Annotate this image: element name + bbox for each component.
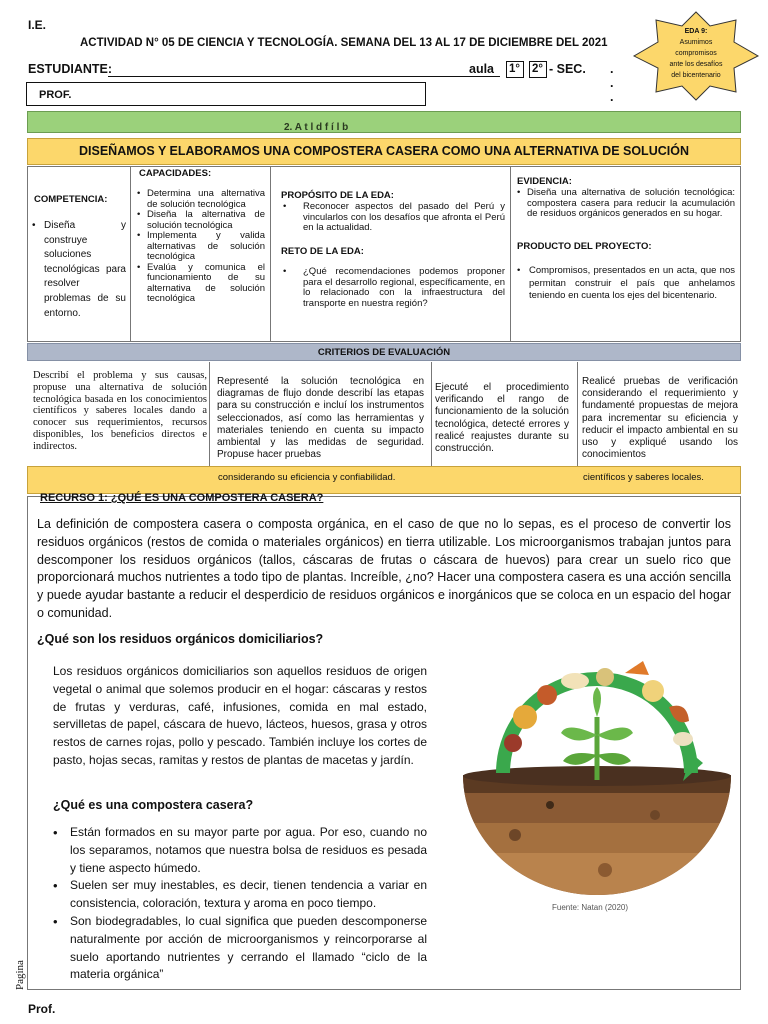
- capacidad-item: • Determina una alternativa de solución tecnológica: [137, 189, 265, 210]
- capacidad-item: • Implementa y valida alternativas de solución tecnológica: [137, 231, 265, 263]
- prof-label: PROF.: [39, 89, 72, 101]
- activity-title: ACTIVIDAD N° 05 DE CIENCIA Y TECNOLOGÍA. SEMANA DEL 13 AL 17 DE DICIEMBRE DEL 2021: [80, 37, 608, 49]
- evidencia-header: EVIDENCIA:: [517, 176, 572, 187]
- page-label: Pagina: [14, 960, 26, 990]
- green-band-text: 2. A t l d f í l b: [284, 122, 349, 133]
- criteria-header: CRITERIOS DE EVALUACIÓN: [27, 343, 741, 361]
- main-title: DISEÑAMOS Y ELABORAMOS UNA COMPOSTERA CASERA COMO UNA ALTERNATIVA DE SOLUCIÓN: [27, 138, 741, 165]
- competencia-header: COMPETENCIA:: [34, 194, 108, 205]
- resource-title: RECURSO 1: ¿QUÉ ES UNA COMPOSTERA CASERA?: [40, 492, 324, 504]
- proposito-header: PROPÓSITO DE LA EDA:: [281, 190, 394, 201]
- competencia-item: • Diseña y construye soluciones tecnológicas para resolver problemas de su entorno.: [32, 219, 126, 321]
- question-2: ¿Qué es una compostera casera?: [53, 798, 254, 812]
- criteria-footer-right: científicos y saberes locales.: [583, 472, 704, 483]
- criterion-2: Representé la solución tecnológica en diagramas de flujo donde describí las etapas para su construcción e incluí los instrumentos seleccionados, así como las herramientas y materiales teniendo en cuenta su impacto ambiental y las medidas de seguridad. Propuse hacer pruebas: [217, 376, 424, 461]
- criterion-1: Describí el problema y sus causas, propuse una alternativa de solución tecnológica basada en los conocimientos científicos y saberes locales dando a conocer sus requerimientos, recursos disponibles, los beneficios directos e indirectos.: [33, 370, 207, 452]
- proposito-item: • Reconocer aspectos del pasado del Perú y vincularlos con los desafíos que afronta el Perú en la actualidad.: [283, 202, 505, 234]
- reto-item: • ¿Qué recomendaciones podemos proponer para el desarrollo regional, específicamente, en lo relacionado con la infraestructura del transporte en nuestra región?: [283, 267, 505, 309]
- grade-2-box[interactable]: 2°: [529, 61, 547, 78]
- image-caption: Fuente: Natan (2020): [552, 903, 629, 912]
- capacidades-cell: [131, 167, 271, 341]
- criteria-footer-left: considerando su eficiencia y confiabilidad.: [218, 472, 396, 483]
- reto-header: RETO DE LA EDA:: [281, 246, 364, 257]
- prof-field[interactable]: [26, 82, 426, 106]
- student-label: ESTUDIANTE:: [28, 62, 113, 76]
- aula-label: aula: [469, 62, 495, 76]
- proposito-cell: [271, 167, 511, 341]
- competencia-cell: [28, 167, 131, 341]
- capacidad-item: • Diseña la alternativa de solución tecnológica: [137, 210, 265, 231]
- evidencia-item: • Diseña una alternativa de solución tecnológica: compostera casera para reducir la acumulación de residuos orgánicos generados en su hogar.: [517, 188, 735, 220]
- capacidades-header: CAPACIDADES:: [139, 168, 212, 179]
- organic-waste-paragraph: Los residuos orgánicos domiciliarios son aquellos residuos de origen vegetal o animal que solemos producir en el hogar: cáscaras y restos de frutas y verduras, café, infusiones, comida en mal estado, servilletas de papel, cáscara de huevo, lácteos, huesos, grasa y otros restos de carnes rojas, pollo y pescado. También incluye los cortes de pasto, hojas secas, ramitas y restos de plantas de macetas y jardín.: [53, 664, 427, 767]
- green-band: [27, 111, 741, 133]
- producto-item: • Compromisos, presentados en un acta, que nos permitan construir el país que anhelamos teniendo en cuenta los ejes del bicentenario.: [517, 265, 735, 303]
- criteria-footer: [27, 466, 741, 494]
- resource-paragraph: La definición de compostera casera o composta orgánica, en el caso de que no lo sepas, es el proceso de convertir los residuos orgánicos (restos de comida o materiales orgánicos) en tierra utilizable. Los microorganismos trabajan juntos para descomponer los residuos orgánicos (tallos, cáscaras de frutas o cáscara de huevos) para crear un suelo rico que proporcionará muchos nutrientes a todo tipo de plantas. Increíble, ¿no? Hacer una compostera casera es una acción sencilla y puede ayudar bastante a reducir el desperdicio de residuos orgánicos e inorgánicos que se coloca en un espacio del hogar o comunidad.: [37, 517, 731, 620]
- ie-label: I.E.: [28, 18, 47, 32]
- list-item: • Suelen ser muy inestables, es decir, tienen tendencia a variar en consistencia, coloración, textura y aroma en poco tiempo.: [53, 877, 427, 913]
- competence-table: [27, 166, 741, 342]
- list-item: • Son biodegradables, lo cual significa que pueden descomponerse naturalmente por acción de microorganismos y reincorporarse al suelo aportando nutrientes y cerrando el llamado “ciclo de la materia orgánica”: [53, 913, 427, 984]
- criterion-3: Ejecuté el procedimiento verificando el rango de funcionamiento de la solución tecnológica, detecté errores y realicé reajustes durante su construcción.: [435, 382, 569, 455]
- section-label: - SEC.: [549, 62, 586, 76]
- question-1: ¿Qué son los residuos orgánicos domiciliarios?: [37, 632, 324, 646]
- characteristics-list: [53, 824, 427, 984]
- list-item: • Están formados en su mayor parte por agua. Por eso, cuando no los separamos, notamos que nuestra bolsa de residuos es pesada y tiene aspecto húmedo.: [53, 824, 427, 877]
- student-name-field[interactable]: [108, 76, 500, 77]
- section-dots: . . .: [610, 62, 628, 104]
- compost-cycle-illustration: [455, 655, 740, 915]
- grade-1-box[interactable]: 1°: [506, 61, 524, 78]
- evidencia-cell: [511, 167, 742, 341]
- capacidad-item: • Evalúa y comunica el funcionamiento de su alternativa de solución tecnológica: [137, 263, 265, 305]
- criterion-4: Realicé pruebas de verificación considerando el requerimiento y fundamenté propuestas de mejora para incrementar su eficiencia y reducir el impacto ambiental en su uso y expliqué usando los conocimientos: [582, 376, 738, 461]
- prof-footer: Prof.: [28, 1002, 56, 1016]
- producto-header: PRODUCTO DEL PROYECTO:: [517, 241, 652, 252]
- eda-badge-text: EDA 9: Asumimos compromisos ante los desafíos del bicentenario: [669, 28, 723, 79]
